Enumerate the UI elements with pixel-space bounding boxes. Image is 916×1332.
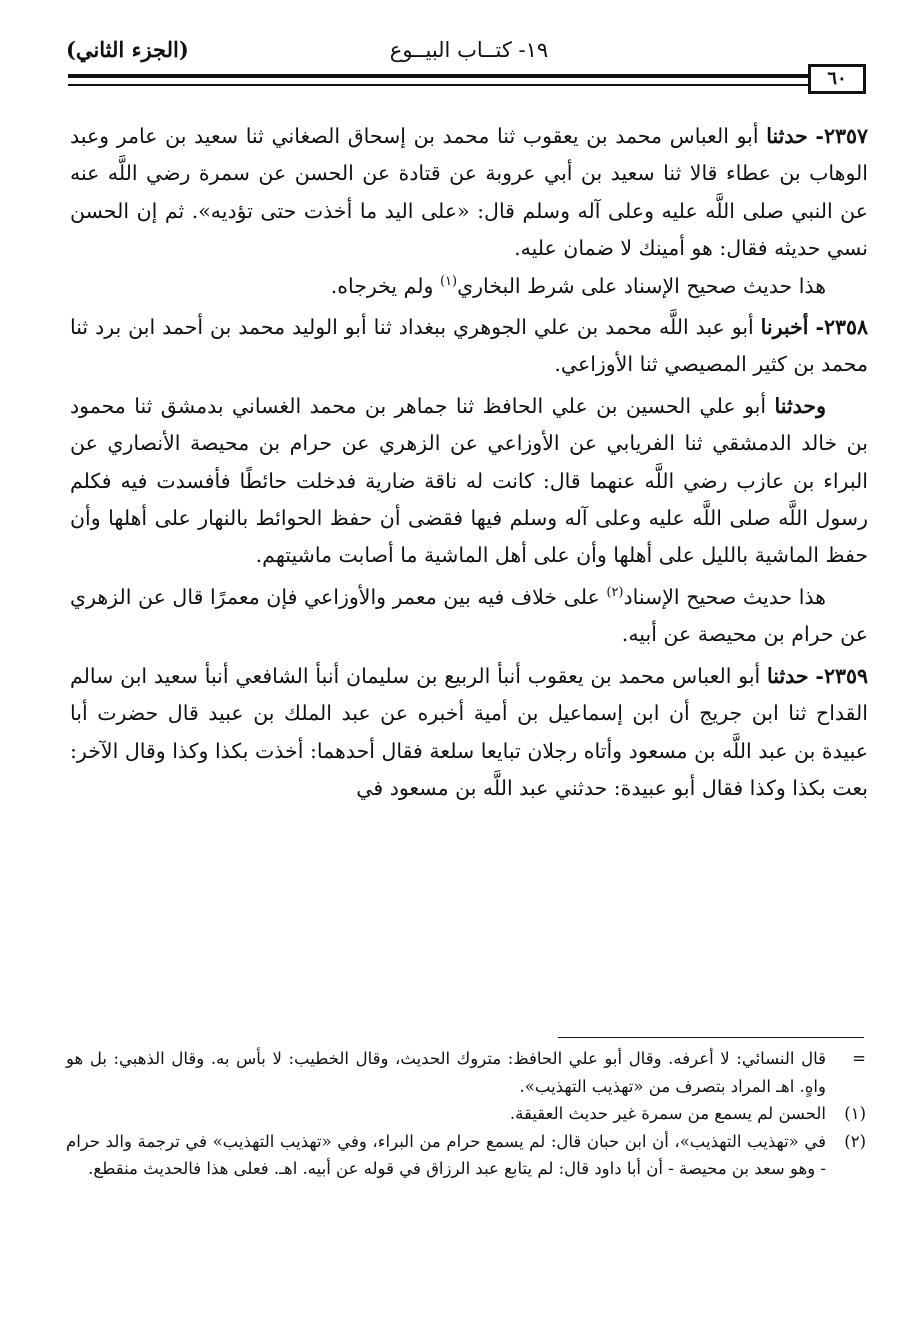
hadith-2357 [70, 118, 868, 268]
hadith-number: ٢٣٥٧- [815, 124, 868, 148]
footnote-ref: (١) [439, 273, 458, 289]
header-rule-thick [68, 74, 808, 78]
note-text: هذا حديث صحيح الإسناد على شرط البخاري [457, 273, 826, 298]
grading-note [70, 579, 868, 654]
footnote-2 [66, 1128, 866, 1183]
footnote-mark: = [852, 1049, 866, 1068]
footnotes [66, 1045, 866, 1183]
hadith-number: ٢٣٥٩- [815, 663, 868, 688]
running-header [66, 34, 872, 66]
hadith-number: ٢٣٥٨- [815, 315, 868, 340]
header-rule-thin [68, 84, 808, 86]
hadith-text: أبو عبد اللَّه محمد بن علي الجوهري ببغداد ثنا أبو الوليد محمد بن أحمد ابن برد ثنا محمد بن كثير المصيصي ثنا الأوزاعي. [70, 315, 868, 377]
footnote-text: الحسن لم يسمع من سمرة غير حديث العقيقة. [509, 1104, 826, 1123]
hadith-text: أبو علي الحسين بن علي الحافظ ثنا جماهر بن محمد الغساني بدمشق ثنا محمود بن خالد الدمشقي ثنا الفريابي عن الأوزاعي عن الزهري عن حرام بن محيصة الأنصاري عن البراء بن عازب رضي اللَّه عنهما قال: كانت له ناقة ضارية فدخلت حائطًا فأفسدت فيه فكلم رسول اللَّه صلى اللَّه عليه وعلى آله وسلم فيها فقضى أن حفظ الحوائط بالنهار على أهلها وأن حفظ الماشية بالليل على أهلها وأن على أهل الماشية ما أصابت ماشيتهم. [70, 393, 868, 568]
footnote-separator [558, 1037, 864, 1038]
hadith-2359 [70, 658, 868, 808]
chapter-title: ١٩- كتــاب البيــوع [389, 38, 549, 62]
hadith-2358 [70, 309, 868, 384]
hadith-lead-word: وحدثنا [774, 393, 826, 418]
footnote-text: في «تهذيب التهذيب»، أن ابن حبان قال: لم يسمع حرام من البراء، وفي «تهذيب التهذيب» في ترجمة والد حرام - وهو سعد بن محيصة - أن أبا داود قال: لم يتابع عبد الرزاق في قوله عن أبيه. اهـ. فعلى هذا فالحديث منقطع. [66, 1131, 826, 1178]
page-number: ٦٠ [808, 64, 866, 94]
footnote-mark: (١) [844, 1104, 866, 1123]
footnote-continued [66, 1045, 866, 1100]
note-text: ولم يخرجاه. [330, 273, 440, 298]
hadith-lead-word: حدثنا [766, 124, 808, 148]
note-text: هذا حديث صحيح الإسناد [623, 584, 826, 609]
hadith-2358-chain [70, 388, 868, 575]
hadith-lead-word: حدثنا [767, 663, 809, 688]
footnote-1 [66, 1100, 866, 1128]
hadith-lead-word: أخبرنا [760, 315, 809, 340]
hadith-text: أبو العباس محمد بن يعقوب ثنا محمد بن إسحاق الصغاني ثنا سعيد بن عامر وعبد الوهاب بن عطاء قالا ثنا سعيد بن أبي عروبة عن قتادة عن الحسن عن سمرة رضي اللَّه عنه عن النبي صلى اللَّه عليه وعلى آله وسلم قال: «على اليد ما أخذت حتى تؤديه». ثم إن الحسن نسي حديثه فقال: هو أمينك لا ضمان عليه. [70, 124, 868, 261]
footnote-mark: (٢) [844, 1131, 866, 1151]
volume-label: (الجزء الثاني) [66, 37, 189, 62]
hadith-text: أبو العباس محمد بن يعقوب أنبأ الربيع بن سليمان أنبأ الشافعي أنبأ سعيد ابن سالم القداح ثنا ابن جريج أن ابن إسماعيل بن أمية أخبره عن عبد الملك بن عبيد قال حضرت أبا عبيدة بن عبد اللَّه بن مسعود وأتاه رجلان تبايعا سلعة فقال أحدهما: أخذت بكذا وكذا وقال الآخر: بعت بكذا وكذا فقال أبو عبيدة: حدثني عبد اللَّه بن مسعود في [70, 663, 868, 800]
grading-note [70, 268, 868, 305]
note-text: على خلاف فيه بين معمر والأوزاعي فإن معمرًا قال عن الزهري عن حرام بن محيصة عن أبيه. [70, 584, 868, 647]
footnote-text: قال النسائي: لا أعرفه. وقال أبو علي الحافظ: متروك الحديث، وقال الخطيب: لا بأس به. وقال الذهبي: بل هو واهٍ. اهـ المراد بتصرف من «تهذيب التهذيب». [66, 1049, 826, 1096]
main-text [70, 118, 868, 807]
footnote-ref: (٢) [606, 584, 624, 600]
